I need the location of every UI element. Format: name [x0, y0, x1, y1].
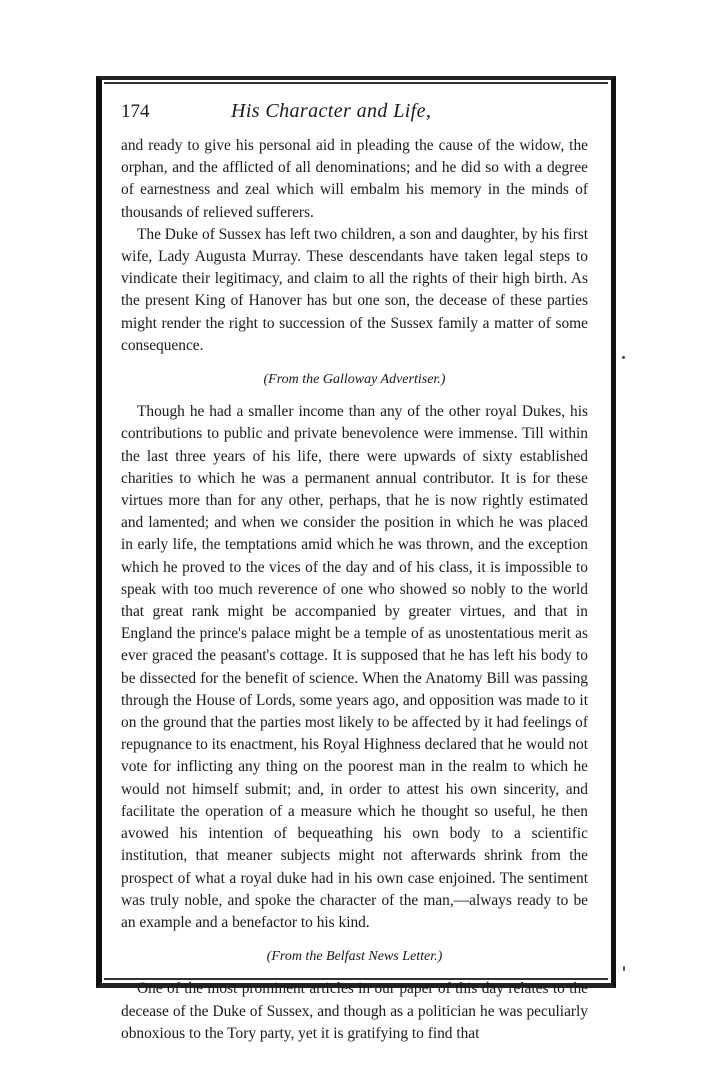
paragraph-children: The Duke of Sussex has left two children, a son and daughter, by his first wife, Lady Augusta Murray. These descendants have taken legal steps to vindicate their legitimacy, and claim to all the rights of their high birth. As the present King of Hanover has but one son, the decease of these parties might render the right to succession of the Sussex family a matter of some consequence. [121, 225, 588, 354]
margin-mark [623, 966, 625, 971]
attribution-belfast: (From the Belfast News Letter.) [266, 949, 443, 965]
paragraph-galloway: Though he had a smaller income than any of the other royal Dukes, his contributions to public and private benevolence were immense. Till within the last three years of his life, there were upwards of sixty established charities to which he was a permanent annual contributor. It is for these virtues more than for any other, perhaps, that he is now rightly estimated and lamented; and when we consider the position in which he was placed in early life, the temptations amid which he was thrown, and the exception which he proved to the vices of the day and of his class, it is impossible to speak with too much reverence of one who showed so nobly to the world that great rank might be accompanied by greater virtues, and that in England the prince's palace might be a temple of as unostentatious merit as ever graced the peasant's cottage. It is supposed that he has left his body to be dissected for the benefit of science. When the Anatomy Bill was passing through the House of Lords, some years ago, and opposition was made to it on the ground that the parties most likely to be affected by it had feelings of repugnance to its enactment, his Royal Highness declared that he would not vote for inflicting any thing on the poorest man in the realm to which he would not himself submit; and, in order to attest his own sincerity, and facilitate the operation of a measure which he thought so useful, he then avowed his intention of bequeathing his own body to a scientific institution, that meaner subjects might not afterwards shrink from the prospect of what a royal duke had in his own case enjoined. The sentiment was truly noble, and spoke the character of the man,—always ready to be an example and a benefactor to his kind. [121, 403, 588, 931]
running-header [121, 100, 588, 128]
page-number: 174 [121, 101, 150, 122]
paragraph-belfast: One of the most prominent articles in our paper of this day relates to the decease of the Duke of Sussex, and though as a politician he was peculiarly obnoxious to the Tory party, yet it is gratifying to find that [121, 980, 588, 1042]
margin-mark [622, 356, 625, 359]
running-title: His Character and Life, [231, 100, 432, 122]
attribution-galloway: (From the Galloway Advertiser.) [263, 372, 446, 388]
paragraph-continued: and ready to give his personal aid in pleading the cause of the widow, the orphan, and the afflicted of all denominations; and he did so with a degree of earnestness and zeal which will embalm his memory in the minds of thousands of relieved sufferers. [121, 137, 588, 221]
page-body [121, 100, 588, 1045]
